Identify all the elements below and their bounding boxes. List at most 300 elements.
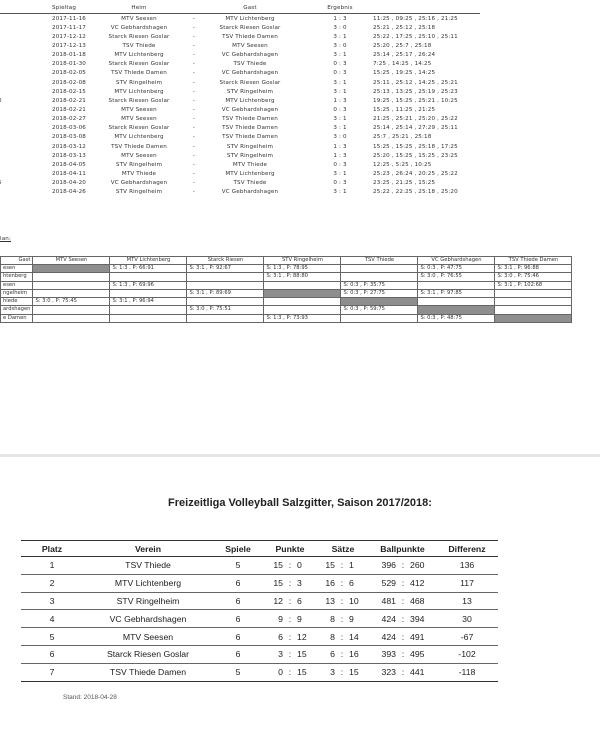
result-sets: 25:14 , 25:14 , 27:29 , 25:11 xyxy=(373,125,458,132)
result-guest: STV Ringelheim xyxy=(226,143,274,150)
cross-cell xyxy=(495,298,572,306)
result-score: 1 : 3 xyxy=(333,15,347,22)
result-score: 3 : 1 xyxy=(333,125,347,132)
ballpunkte-won: 393 xyxy=(369,645,400,663)
cross-cell xyxy=(341,314,418,322)
result-sets: 11:25 , 09:25 , 25:16 , 21:25 xyxy=(373,15,458,22)
result-guest: TSV Thiede Damen xyxy=(222,134,278,141)
result-row xyxy=(0,70,600,78)
standings-body xyxy=(21,557,498,682)
result-score: 3 : 1 xyxy=(333,79,347,86)
cross-cell xyxy=(110,314,187,322)
cross-cell xyxy=(418,281,495,289)
saetze-lost: 9 xyxy=(345,610,369,628)
platz-cell: 5 xyxy=(21,628,83,646)
punkte-minus: 9 xyxy=(293,610,317,628)
cross-cell xyxy=(495,306,572,314)
result-dash: - xyxy=(192,125,196,132)
result-home: MTV Seesen xyxy=(121,152,157,159)
result-home: VC Gebhardshagen xyxy=(110,24,168,31)
punkte-sep: : xyxy=(287,610,293,628)
ballpunkte-won: 424 xyxy=(369,628,400,646)
saetze-sep: : xyxy=(339,557,345,575)
standings-row xyxy=(21,610,498,628)
result-date: 2018-02-05 xyxy=(52,70,87,77)
cross-col-header: TSV Thiede xyxy=(341,257,418,265)
col-saetze: Sätze xyxy=(317,541,369,557)
result-guest: VC Gebhardshagen xyxy=(221,70,279,77)
result-sets: 25:23 , 26:24 , 20:25 , 25:22 xyxy=(373,171,458,178)
platz-cell: 4 xyxy=(21,610,83,628)
ballpunkte-lost: 468 xyxy=(406,592,436,610)
result-row xyxy=(0,25,600,33)
result-row xyxy=(0,89,600,97)
punkte-sep: : xyxy=(287,592,293,610)
result-date: 2018-03-08 xyxy=(52,134,87,141)
verein-cell: Starck Riesen Goslar xyxy=(83,645,213,663)
standings-row xyxy=(21,628,498,646)
punkte-sep: : xyxy=(287,645,293,663)
result-guest: MTV Seesen xyxy=(232,42,268,49)
cross-cell: S: 3:0 , P: 76:55 xyxy=(418,273,495,281)
cross-table-body xyxy=(1,265,572,323)
result-date: 2017-12-12 xyxy=(52,33,87,40)
result-date: 2018-01-30 xyxy=(52,61,87,68)
ballpunkte-won: 424 xyxy=(369,610,400,628)
punkte-plus: 6 xyxy=(263,628,287,646)
cross-row xyxy=(1,306,572,314)
result-date: 2018-02-21 xyxy=(52,97,87,104)
result-dash: - xyxy=(192,107,196,113)
cross-row-label: esen xyxy=(1,265,33,273)
saetze-won: 3 xyxy=(317,663,339,681)
saetze-sep: : xyxy=(339,592,345,610)
result-score: 0 : 3 xyxy=(333,61,347,68)
cross-cell xyxy=(341,265,418,273)
result-row xyxy=(0,80,600,88)
ballpunkte-won: 481 xyxy=(369,592,400,610)
spiele-cell: 6 xyxy=(213,628,263,646)
cross-row-label: htenberg xyxy=(1,273,33,281)
cross-cell: S: 3:1 , P: 96:94 xyxy=(110,298,187,306)
cross-row xyxy=(1,298,572,306)
result-row xyxy=(0,34,600,42)
result-score: 1 : 3 xyxy=(333,143,347,150)
result-dash: - xyxy=(192,52,196,59)
result-home: VC Gebhardshagen xyxy=(110,180,168,187)
cross-row xyxy=(1,314,572,322)
cross-row xyxy=(1,273,572,281)
result-num xyxy=(0,98,2,104)
result-row xyxy=(0,61,600,69)
col-punkte: Punkte xyxy=(263,541,317,557)
ballpunkte-lost: 394 xyxy=(406,610,436,628)
spiele-cell: 5 xyxy=(213,557,263,575)
cross-cell: S: 3:1 , P: 89:69 xyxy=(187,289,264,297)
result-home: Starck Riesen Goslar xyxy=(108,33,170,40)
cross-cell xyxy=(110,273,187,281)
result-score: 3 : 0 xyxy=(333,24,347,31)
punkte-plus: 3 xyxy=(263,645,287,663)
cross-cell: S: 3:1 , P: 92:67 xyxy=(187,265,264,273)
result-guest: MTV Lichtenberg xyxy=(225,171,275,178)
punkte-minus: 15 xyxy=(293,663,317,681)
platz-cell: 1 xyxy=(21,557,83,575)
result-row xyxy=(0,116,600,124)
cross-table-label: lan: xyxy=(0,236,12,242)
punkte-plus: 12 xyxy=(263,592,287,610)
result-guest: STV Ringelheim xyxy=(226,88,274,95)
cross-cell: S: 3:0 , P: 75:51 xyxy=(187,306,264,314)
cross-cell: S: 1:3 , P: 73:93 xyxy=(264,314,341,322)
result-date: 2017-11-17 xyxy=(52,24,87,31)
col-verein: Verein xyxy=(83,541,213,557)
result-date: 2018-04-11 xyxy=(52,171,87,178)
cross-col-header: STV Ringelheim xyxy=(264,257,341,265)
result-sets: 15:25 , 19:25 , 14:25 xyxy=(373,70,436,77)
result-score: 3 : 1 xyxy=(333,88,347,95)
result-guest: Starck Riesen Goslar xyxy=(219,24,281,31)
results-header-guest: Gast xyxy=(243,5,257,11)
cross-cell xyxy=(110,306,187,314)
result-sets: 23:25 , 21:25 , 15:25 xyxy=(373,180,436,187)
result-guest: TSV Thiede xyxy=(233,180,267,187)
cross-cell: S: 3:1 , P: 102:68 xyxy=(495,281,572,289)
result-home: MTV Thiede xyxy=(121,171,157,178)
differenz-cell: -102 xyxy=(436,645,498,663)
saetze-sep: : xyxy=(339,628,345,646)
result-home: Starck Riesen Goslar xyxy=(108,97,170,104)
cross-cell: S: 3:1 , P: 97:85 xyxy=(418,289,495,297)
result-dash: - xyxy=(192,143,196,150)
cross-table-header xyxy=(1,257,572,265)
result-score: 0 : 3 xyxy=(333,180,347,187)
page-separator xyxy=(0,454,600,457)
result-guest: TSV Thiede Damen xyxy=(222,116,278,123)
verein-cell: MTV Seesen xyxy=(83,628,213,646)
result-date: 2018-02-27 xyxy=(52,116,87,123)
cross-col-header: Starck Riesen xyxy=(187,257,264,265)
cross-row-label: ngelheim xyxy=(1,289,33,297)
result-guest: TSV Thiede Damen xyxy=(222,125,278,132)
result-guest: MTV Lichtenberg xyxy=(225,15,275,22)
result-date: 2017-12-13 xyxy=(52,42,87,49)
col-spiele: Spiele xyxy=(213,541,263,557)
standings-row xyxy=(21,645,498,663)
result-sets: 21:25 , 25:21 , 25:20 , 25:22 xyxy=(373,116,458,123)
result-date: 2018-03-06 xyxy=(52,125,87,132)
saetze-won: 16 xyxy=(317,574,339,592)
cross-row xyxy=(1,265,572,273)
result-score: 3 : 1 xyxy=(333,33,347,40)
standings-row xyxy=(21,574,498,592)
result-date: 2018-02-15 xyxy=(52,88,87,95)
result-row xyxy=(0,180,600,188)
result-row xyxy=(0,171,600,179)
result-sets: 25:13 , 13:25 , 25:19 , 25:23 xyxy=(373,88,458,95)
result-sets: 15:25 , 15:25 , 25:18 , 17:25 xyxy=(373,143,458,150)
cross-cell xyxy=(33,289,110,297)
cross-cell: S: 3:0 , P: 75:45 xyxy=(33,298,110,306)
result-score: 0 : 3 xyxy=(333,70,347,77)
cross-row xyxy=(1,281,572,289)
differenz-cell: 136 xyxy=(436,557,498,575)
saetze-sep: : xyxy=(339,645,345,663)
result-sets: 25:20 , 25:7 , 25:18 xyxy=(373,42,432,49)
cross-col-header: MTV Seesen xyxy=(33,257,110,265)
ballpunkte-lost: 495 xyxy=(406,645,436,663)
col-differenz: Differenz xyxy=(436,541,498,557)
result-home: MTV Seesen xyxy=(121,15,157,22)
differenz-cell: -118 xyxy=(436,663,498,681)
result-guest: MTV Lichtenberg xyxy=(225,97,275,104)
ballpunkte-lost: 260 xyxy=(406,557,436,575)
cross-cell-blocked xyxy=(341,298,418,306)
result-row xyxy=(0,189,600,197)
result-home: MTV Lichtenberg xyxy=(114,134,164,141)
cross-cell: S: 3:1 , P: 96:88 xyxy=(495,265,572,273)
result-score: 1 : 3 xyxy=(333,97,347,104)
result-sets: 15:25 , 11:25 , 21:25 xyxy=(373,107,436,113)
result-guest: MTV Thiede xyxy=(232,161,268,168)
cross-cell: S: 1:3 , P: 69:96 xyxy=(110,281,187,289)
col-ballpunkte: Ballpunkte xyxy=(369,541,436,557)
cross-cell xyxy=(341,273,418,281)
cross-row-label: esen xyxy=(1,281,33,289)
ballpunkte-lost: 441 xyxy=(406,663,436,681)
spiele-cell: 6 xyxy=(213,592,263,610)
ballpunkte-sep: : xyxy=(400,592,406,610)
result-guest: TSV Thiede Damen xyxy=(222,33,278,40)
result-dash: - xyxy=(192,134,196,141)
cross-cell: S: 3:1 , P: 88:80 xyxy=(264,273,341,281)
saetze-sep: : xyxy=(339,663,345,681)
punkte-sep: : xyxy=(287,628,293,646)
standings-header-row xyxy=(21,541,498,557)
result-guest: VC Gebhardshagen xyxy=(221,189,279,196)
cross-corner: Gast xyxy=(1,257,33,265)
ballpunkte-won: 529 xyxy=(369,574,400,592)
result-date: 2018-02-08 xyxy=(52,79,87,86)
saetze-sep: : xyxy=(339,610,345,628)
cross-cell-blocked xyxy=(495,314,572,322)
ballpunkte-lost: 491 xyxy=(406,628,436,646)
result-date: 2018-01-18 xyxy=(52,52,87,59)
spiele-cell: 6 xyxy=(213,610,263,628)
saetze-won: 6 xyxy=(317,645,339,663)
result-home: MTV Lichtenberg xyxy=(114,88,164,95)
cross-cell xyxy=(110,289,187,297)
result-sets: 25:14 , 25:17 , 26:24 xyxy=(373,52,436,59)
result-dash: - xyxy=(192,33,196,40)
result-sets: 19:25 , 15:25 , 25:21 , 10:25 xyxy=(373,97,458,104)
result-sets: 25:22 , 17:25 , 25:10 , 25:11 xyxy=(373,33,458,40)
result-dash: - xyxy=(192,61,196,68)
results-header-date: Spieltag xyxy=(52,5,77,11)
result-row xyxy=(0,43,600,51)
saetze-lost: 1 xyxy=(345,557,369,575)
result-dash: - xyxy=(192,15,196,22)
saetze-won: 8 xyxy=(317,628,339,646)
result-home: MTV Seesen xyxy=(121,107,157,113)
result-date: 2018-03-12 xyxy=(52,143,87,150)
cross-cell xyxy=(187,314,264,322)
cross-cell: S: 0:3 , P: 47:75 xyxy=(418,265,495,273)
ballpunkte-sep: : xyxy=(400,645,406,663)
punkte-plus: 0 xyxy=(263,663,287,681)
cross-col-header: MTV Lichtenberg xyxy=(110,257,187,265)
differenz-cell: -67 xyxy=(436,628,498,646)
result-row xyxy=(0,134,600,142)
cross-cell: S: 0:3 , P: 59:75 xyxy=(341,306,418,314)
saetze-won: 15 xyxy=(317,557,339,575)
result-row xyxy=(0,162,600,170)
cross-cell-blocked xyxy=(418,306,495,314)
result-home: TSV Thiede Damen xyxy=(111,70,167,77)
platz-cell: 6 xyxy=(21,645,83,663)
result-dash: - xyxy=(192,161,196,168)
result-guest: STV Ringelheim xyxy=(226,152,274,159)
cross-cell-blocked xyxy=(33,265,110,273)
platz-cell: 7 xyxy=(21,663,83,681)
result-dash: - xyxy=(192,79,196,86)
result-dash: - xyxy=(192,24,196,31)
result-home: Starck Riesen Goslar xyxy=(108,125,170,132)
result-sets: 12:25 , 5:25 , 10:25 xyxy=(373,161,432,168)
stand-date: Stand: 2018-04-28 xyxy=(63,694,117,701)
result-home: TSV Thiede Damen xyxy=(111,143,167,150)
punkte-plus: 9 xyxy=(263,610,287,628)
punkte-sep: : xyxy=(287,557,293,575)
cross-cell xyxy=(187,298,264,306)
standings-row xyxy=(21,592,498,610)
result-row xyxy=(0,153,600,161)
punkte-minus: 6 xyxy=(293,592,317,610)
cross-cell: S: 1:3 , P: 78:95 xyxy=(264,265,341,273)
spiele-cell: 6 xyxy=(213,645,263,663)
col-platz: Platz xyxy=(21,541,83,557)
cross-cell: S: 0:3 , P: 27:75 xyxy=(341,289,418,297)
result-dash: - xyxy=(192,189,196,196)
standings-table xyxy=(21,540,498,682)
result-row xyxy=(0,144,600,152)
result-dash: - xyxy=(192,116,196,123)
result-row xyxy=(0,98,600,106)
cross-cell xyxy=(418,298,495,306)
cross-cell xyxy=(187,273,264,281)
cross-row-label: ardshagen xyxy=(1,306,33,314)
result-row xyxy=(0,16,600,24)
result-home: STV Ringelheim xyxy=(115,189,163,196)
cross-cell: S: 0:3 , P: 35:75 xyxy=(341,281,418,289)
result-dash: - xyxy=(192,152,196,159)
result-home: MTV Seesen xyxy=(121,116,157,123)
result-guest: TSV Thiede xyxy=(233,61,267,68)
cross-cell xyxy=(264,306,341,314)
standings-row xyxy=(21,557,498,575)
cross-cell xyxy=(33,306,110,314)
result-guest: Starck Riesen Goslar xyxy=(219,79,281,86)
saetze-lost: 16 xyxy=(345,645,369,663)
verein-cell: STV Ringelheim xyxy=(83,592,213,610)
saetze-sep: : xyxy=(339,574,345,592)
result-row xyxy=(0,125,600,133)
result-home: STV Ringelheim xyxy=(115,79,163,86)
punkte-plus: 15 xyxy=(263,574,287,592)
result-date: 2018-03-13 xyxy=(52,152,87,159)
result-score: 3 : 0 xyxy=(333,42,347,49)
result-score: 3 : 1 xyxy=(333,116,347,123)
result-sets: 25:20 , 15:25 , 15:25 , 23:25 xyxy=(373,152,458,159)
result-dash: - xyxy=(192,180,196,187)
cross-cell-blocked xyxy=(264,289,341,297)
result-row xyxy=(0,52,600,60)
result-home: MTV Lichtenberg xyxy=(114,52,164,59)
cross-cell xyxy=(33,314,110,322)
verein-cell: VC Gebhardshagen xyxy=(83,610,213,628)
punkte-plus: 15 xyxy=(263,557,287,575)
result-score: 3 : 1 xyxy=(333,189,347,196)
results-header-line xyxy=(0,13,480,14)
result-date: 2018-04-26 xyxy=(52,189,87,196)
ballpunkte-won: 396 xyxy=(369,557,400,575)
result-guest: VC Gebhardshagen xyxy=(221,52,279,59)
result-home: Starck Riesen Goslar xyxy=(108,61,170,68)
saetze-won: 8 xyxy=(317,610,339,628)
verein-cell: TSV Thiede xyxy=(83,557,213,575)
ballpunkte-sep: : xyxy=(400,557,406,575)
standings-title: Freizeitliga Volleyball Salzgitter, Saison 2017/2018: xyxy=(168,497,432,509)
results-header-home: Heim xyxy=(131,5,147,11)
result-sets: 25:11 , 25:12 , 14:25 , 25:21 xyxy=(373,79,458,86)
saetze-lost: 6 xyxy=(345,574,369,592)
result-num xyxy=(0,180,2,186)
cross-table xyxy=(0,256,572,323)
result-score: 3 : 1 xyxy=(333,52,347,59)
result-home: STV Ringelheim xyxy=(115,161,163,168)
cross-cell xyxy=(187,281,264,289)
result-date: 2018-04-20 xyxy=(52,180,87,187)
spiele-cell: 6 xyxy=(213,574,263,592)
result-score: 1 : 3 xyxy=(333,152,347,159)
result-sets: 25:7 , 25:21 , 25:18 xyxy=(373,134,432,141)
punkte-sep: : xyxy=(287,663,293,681)
result-dash: - xyxy=(192,171,196,178)
result-score: 0 : 3 xyxy=(333,107,347,113)
cross-cell xyxy=(33,281,110,289)
result-sets: 7:25 , 14:25 , 14:25 xyxy=(373,61,432,68)
result-row xyxy=(0,107,600,115)
result-guest: VC Gebhardshagen xyxy=(221,107,279,113)
saetze-lost: 10 xyxy=(345,592,369,610)
ballpunkte-sep: : xyxy=(400,610,406,628)
result-home: TSV Thiede xyxy=(122,42,156,49)
ballpunkte-won: 323 xyxy=(369,663,400,681)
cross-row-label: e Damen xyxy=(1,314,33,322)
cross-cell xyxy=(33,273,110,281)
result-score: 3 : 0 xyxy=(333,134,347,141)
differenz-cell: 30 xyxy=(436,610,498,628)
cross-row-label: hiede xyxy=(1,298,33,306)
cross-cell: S: 3:0 , P: 75:46 xyxy=(495,273,572,281)
result-dash: - xyxy=(192,42,196,49)
result-date: 2017-11-16 xyxy=(52,15,87,22)
cross-cell xyxy=(264,298,341,306)
result-dash: - xyxy=(192,70,196,77)
result-dash: - xyxy=(192,97,196,104)
punkte-minus: 15 xyxy=(293,645,317,663)
result-sets: 25:21 , 25:12 , 25:18 xyxy=(373,24,436,31)
